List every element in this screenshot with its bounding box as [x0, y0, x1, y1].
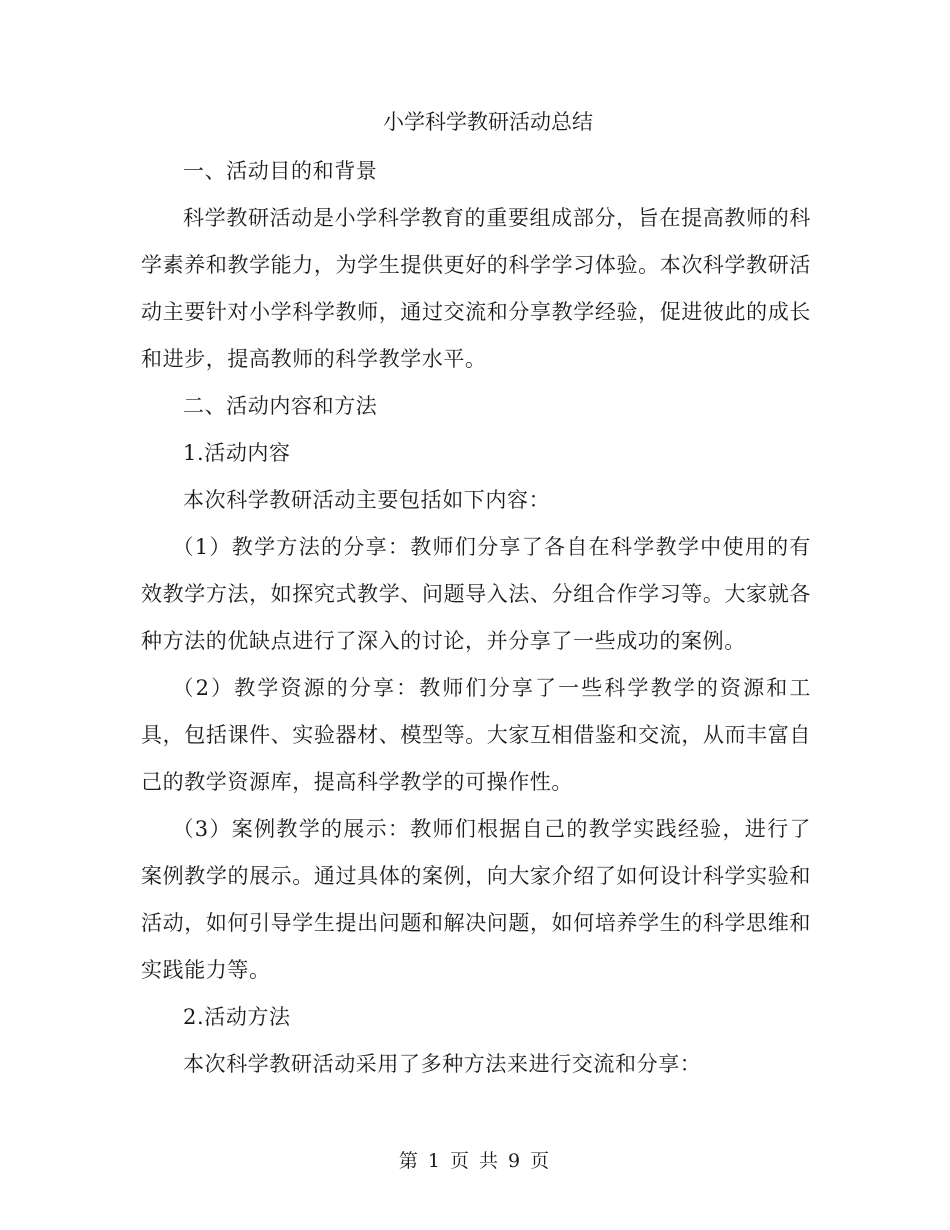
body-paragraph-2: 本次科学教研活动主要包括如下内容： — [183, 488, 551, 512]
subheading-content: 1.活动内容 — [183, 441, 291, 465]
body-paragraph-1: 科学教研活动是小学科学教育的重要组成部分，旨在提高教师的科学素养和教学能力，为学生提供更好的科学学习体验。本次科学教研活动主要针对小学科学教师，通过交流和分享教学经验，促进彼此的成长和进步，提高教师的科学教学水平。 — [141, 206, 811, 371]
body-paragraph-3: 本次科学教研活动采用了多种方法来进行交流和分享： — [183, 1052, 702, 1076]
section-heading-2: 二、活动内容和方法 — [183, 394, 378, 418]
document-body — [141, 100, 811, 1088]
subheading-method: 2.活动方法 — [183, 1005, 291, 1029]
list-item-1: （1）教学方法的分享：教师们分享了各自在科学教学中使用的有效教学方法，如探究式教学、问题导入法、分组合作学习等。大家就各种方法的优缺点进行了深入的讨论，并分享了一些成功的案例。 — [141, 535, 811, 653]
document-title: 小学科学教研活动总结 — [383, 110, 593, 134]
list-item-2: （2）教学资源的分享：教师们分享了一些科学教学的资源和工具，包括课件、实验器材、模型等。大家互相借鉴和交流，从而丰富自己的教学资源库，提高科学教学的可操作性。 — [141, 676, 811, 794]
section-heading-1: 一、活动目的和背景 — [183, 159, 378, 183]
page-number-footer: 第 1 页 共 9 页 — [398, 1150, 552, 1172]
list-item-3: （3）案例教学的展示：教师们根据自己的教学实践经验，进行了案例教学的展示。通过具体的案例，向大家介绍了如何设计科学实验和活动，如何引导学生提出问题和解决问题，如何培养学生的科学思维和实践能力等。 — [141, 817, 811, 982]
